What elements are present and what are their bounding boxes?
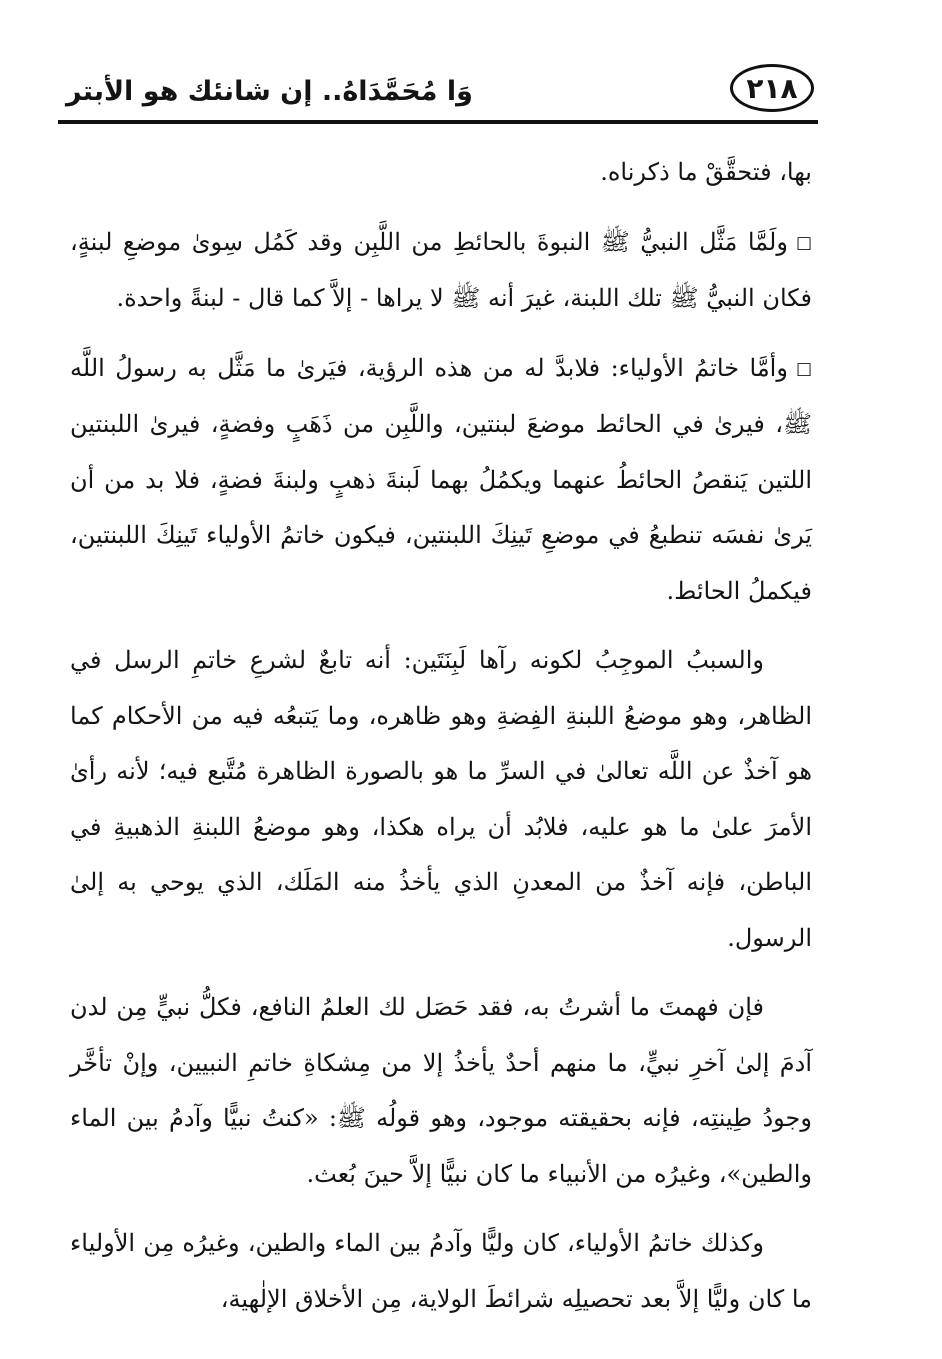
paragraph-text: ولَمَّا مَثَّل النبيُّ ﷺ النبوةَ بالحائطِ من اللَّبِن وقد كَمُل سِوىٰ موضعِ لبنةٍ، فكان النبيُّ ﷺ تلك اللبنة، غيرَ أنه ﷺ لا يراها - إلاَّ كما قال - لبنةً واحدة. [70, 227, 812, 312]
paragraph-3 [70, 341, 812, 620]
paragraph-text: بها، فتحقَّقْ ما ذكرناه. [600, 158, 812, 186]
paragraph-text: وأمَّا خاتمُ الأولياء: فلابدَّ له من هذه الرؤية، فيَرىٰ ما مَثَّل به رسولُ اللَّه ﷺ، فيرىٰ في الحائط موضعَ لبنتين، واللَّبِن من ذَهَبٍ وفضةٍ، فيرىٰ اللبنتين اللتين يَنقصُ الحائطُ عنهما ويكمُلُ بهما لَبنةَ ذهبٍ ولبنةَ فضةٍ، فلا بد من أن يَرىٰ نفسَه تنطبعُ في موضعِ تَينِكَ اللبنتين، فيكون خاتمُ الأولياء تَينِكَ اللبنتين، فيكملُ الحائط. [70, 353, 812, 605]
page-number-badge [730, 64, 814, 112]
paragraph-6 [70, 1216, 812, 1327]
paragraph-2 [70, 215, 812, 327]
square-bullet-icon: □ [795, 232, 812, 253]
square-bullet-icon: □ [795, 358, 812, 379]
paragraph-text: وكذلك خاتمُ الأولياء، كان وليًّا وآدمُ بين الماء والطين، وغيرُه مِن الأولياء ما كان وليًّا إلاَّ بعد تحصيلِه شرائطَ الولاية، مِن الأخلاق الإلٰهية، [70, 1229, 812, 1313]
paragraph-text: والسببُ الموجِبُ لكونه رآها لَبِنَتَين: أنه تابعٌ لشرعِ خاتمِ الرسل في الظاهر، وهو موضعُ اللبنةِ الفِضةِ وهو ظاهره، وما يَتبعُه فيه من الأحكام كما هو آخذٌ عن اللَّه تعالىٰ في السرِّ ما هو بالصورة الظاهرة مُتَّبع فيه؛ لأنه رأىٰ الأمرَ علىٰ ما هو عليه، فلابُد أن يراه هكذا، وهو موضعُ اللبنةِ الذهبيةِ في الباطن، فإنه آخذٌ من المعدنِ الذي يأخذُ منه المَلَك، الذي يوحي به إلىٰ الرسول. [70, 646, 812, 952]
header-rule [58, 120, 818, 124]
page-number: ٢١٨ [746, 71, 798, 105]
paragraph-4 [70, 633, 812, 966]
running-title: وَا مُحَمَّدَاهُ.. إن شانئك هو الأبتر [66, 76, 473, 107]
paragraph-1 [70, 145, 812, 201]
body-text [70, 145, 812, 1327]
paragraph-text: فإن فهمتَ ما أشرتُ به، فقد حَصَل لك العلمُ النافع، فكلُّ نبيٍّ مِن لدن آدمَ إلىٰ آخرِ نبيٍّ، ما منهم أحدٌ يأخذُ إلا من مِشكاةِ خاتمِ النبيين، وإنْ تأخَّر وجودُ طِينتِه، فإنه بحقيقته موجود، وهو قولُه ﷺ: «كنتُ نبيًّا وآدمُ بين الماء والطين»، وغيرُه من الأنبياء ما كان نبيًّا إلاَّ حينَ بُعث. [70, 993, 812, 1188]
paragraph-5 [70, 980, 812, 1202]
page-header [58, 62, 818, 126]
